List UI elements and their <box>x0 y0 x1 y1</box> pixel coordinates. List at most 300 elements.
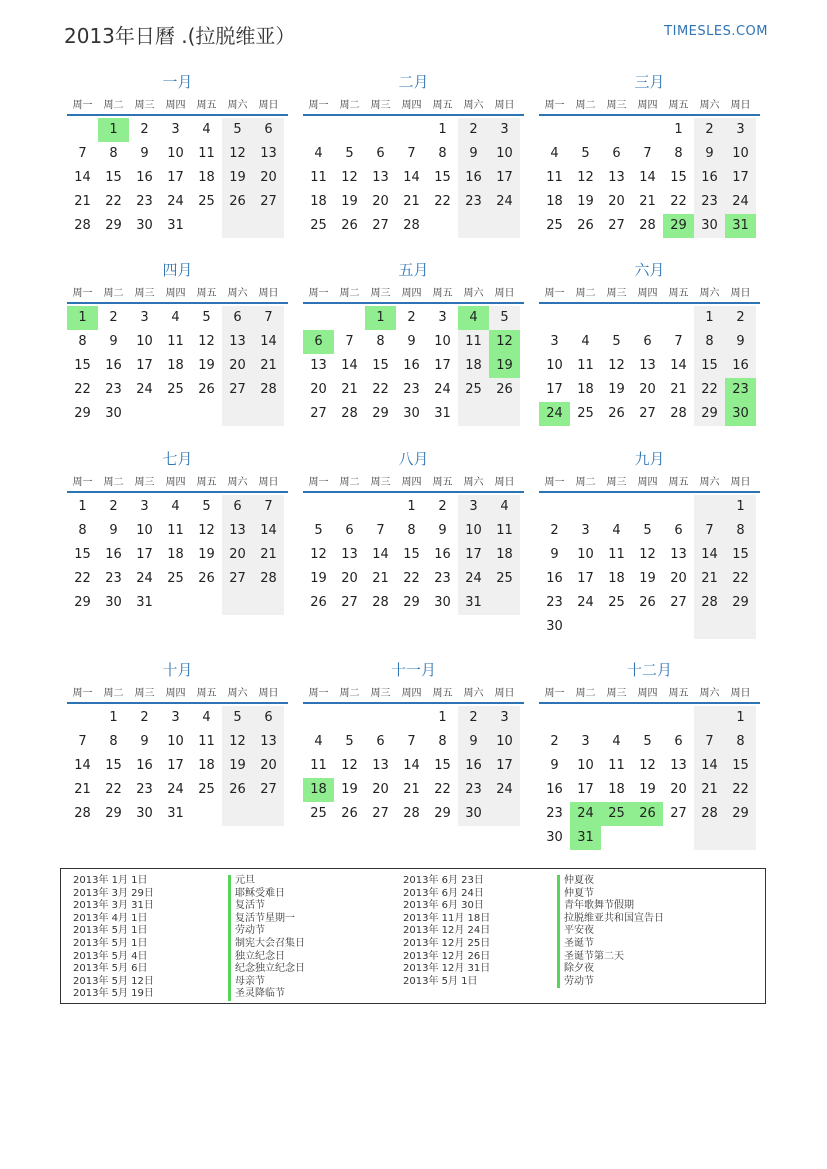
day-cell: 3 <box>171 122 180 137</box>
holiday-name: 劳动节 <box>557 976 664 989</box>
weekday-label: 周二 <box>103 477 124 488</box>
day-cell: 20 <box>222 543 253 567</box>
day-cell: 16 <box>136 758 153 773</box>
day-cell: 24 <box>136 382 153 397</box>
holiday-day-cell: 1 <box>365 306 396 330</box>
day-grid <box>539 306 760 426</box>
day-cell: 9 <box>407 334 416 349</box>
day-cell: 18 <box>198 758 215 773</box>
day-cell: 8 <box>407 523 416 538</box>
day-cell: 23 <box>403 382 420 397</box>
weekday-label: 周四 <box>165 100 186 111</box>
day-cell: 6 <box>674 734 683 749</box>
day-grid <box>303 306 524 426</box>
day-cell: 9 <box>140 734 149 749</box>
day-cell: 15 <box>403 547 420 562</box>
empty-day-cell <box>725 826 756 850</box>
day-cell: 15 <box>670 170 687 185</box>
holiday-date: 2013年 12月 31日 <box>403 963 491 975</box>
day-cell: 12 <box>198 523 215 538</box>
weekday-label: 周日 <box>730 688 751 699</box>
empty-day-cell <box>539 306 570 330</box>
day-cell: 16 <box>694 166 725 190</box>
day-cell: 18 <box>458 354 489 378</box>
day-cell: 22 <box>74 571 91 586</box>
day-cell: 7 <box>253 495 284 519</box>
day-cell: 18 <box>608 571 625 586</box>
day-cell: 9 <box>438 523 447 538</box>
day-cell: 5 <box>222 706 253 730</box>
day-cell: 25 <box>310 806 327 821</box>
month-block <box>539 660 760 850</box>
day-grid <box>303 706 524 826</box>
day-cell: 16 <box>546 782 563 797</box>
day-cell: 13 <box>639 358 656 373</box>
holiday-day-cell: 1 <box>98 118 129 142</box>
day-cell: 19 <box>608 382 625 397</box>
day-cell: 13 <box>253 142 284 166</box>
page-title: 2013年日曆 .(拉脱维亚） <box>64 24 296 48</box>
day-cell: 4 <box>314 734 323 749</box>
day-cell: 22 <box>694 378 725 402</box>
day-cell: 30 <box>105 406 122 421</box>
day-cell: 21 <box>403 194 420 209</box>
day-cell: 4 <box>171 499 180 514</box>
weekday-label: 周三 <box>370 477 391 488</box>
day-cell: 17 <box>167 170 184 185</box>
day-cell: 24 <box>577 595 594 610</box>
empty-day-cell <box>601 826 632 850</box>
day-cell: 30 <box>458 802 489 826</box>
weekday-label: 周四 <box>637 288 658 299</box>
weekday-label: 周日 <box>494 688 515 699</box>
day-cell: 30 <box>694 214 725 238</box>
weekday-label: 周日 <box>730 100 751 111</box>
weekday-label: 周六 <box>227 477 248 488</box>
day-cell: 19 <box>341 194 358 209</box>
day-cell: 26 <box>198 382 215 397</box>
day-cell: 6 <box>222 495 253 519</box>
day-cell: 10 <box>434 334 451 349</box>
empty-day-cell <box>427 214 458 238</box>
day-cell: 13 <box>310 358 327 373</box>
empty-day-cell <box>663 826 694 850</box>
empty-day-cell <box>396 706 427 730</box>
day-cell: 19 <box>639 782 656 797</box>
day-cell: 3 <box>489 706 520 730</box>
empty-day-cell <box>632 706 663 730</box>
weekday-header <box>303 473 524 493</box>
day-cell: 13 <box>222 330 253 354</box>
holiday-name: 平安夜 <box>557 925 664 938</box>
day-cell: 31 <box>167 218 184 233</box>
day-cell: 29 <box>725 591 756 615</box>
day-cell: 23 <box>546 595 563 610</box>
empty-day-cell <box>570 306 601 330</box>
empty-day-cell <box>601 495 632 519</box>
day-cell: 1 <box>438 710 447 725</box>
weekday-header <box>539 284 760 304</box>
holiday-name: 劳动节 <box>228 925 305 938</box>
weekday-label: 周一 <box>308 477 329 488</box>
empty-day-cell <box>570 495 601 519</box>
holiday-name: 仲夏夜 <box>557 875 664 888</box>
weekday-label: 周二 <box>339 688 360 699</box>
empty-day-cell <box>601 118 632 142</box>
day-cell: 3 <box>140 310 149 325</box>
day-cell: 23 <box>105 382 122 397</box>
day-cell: 21 <box>372 571 389 586</box>
day-cell: 2 <box>140 710 149 725</box>
empty-day-cell <box>725 615 756 639</box>
day-cell: 7 <box>78 146 87 161</box>
day-cell: 21 <box>403 782 420 797</box>
day-cell: 4 <box>581 334 590 349</box>
weekday-label: 周一 <box>72 477 93 488</box>
month-name: 五月 <box>398 261 429 279</box>
day-cell: 16 <box>105 358 122 373</box>
day-cell: 19 <box>310 571 327 586</box>
day-cell: 16 <box>458 754 489 778</box>
day-cell: 2 <box>550 523 559 538</box>
weekday-label: 周日 <box>494 100 515 111</box>
day-cell: 6 <box>376 146 385 161</box>
day-cell: 8 <box>78 523 87 538</box>
day-cell: 27 <box>670 806 687 821</box>
day-cell: 19 <box>198 358 215 373</box>
day-cell: 18 <box>546 194 563 209</box>
holiday-list <box>60 868 766 1004</box>
day-cell: 15 <box>105 758 122 773</box>
weekday-label: 周六 <box>699 100 720 111</box>
day-cell: 25 <box>198 782 215 797</box>
day-cell: 11 <box>546 170 563 185</box>
weekday-label: 周六 <box>699 477 720 488</box>
weekday-label: 周一 <box>72 288 93 299</box>
empty-day-cell <box>632 615 663 639</box>
day-grid <box>539 118 760 238</box>
day-cell: 21 <box>253 543 284 567</box>
day-cell: 1 <box>438 122 447 137</box>
day-cell: 20 <box>639 382 656 397</box>
empty-day-cell <box>303 118 334 142</box>
empty-day-cell <box>191 591 222 615</box>
month-block <box>67 660 288 826</box>
day-cell: 14 <box>694 754 725 778</box>
day-cell: 14 <box>670 358 687 373</box>
holiday-date: 2013年 6月 23日 <box>403 875 484 886</box>
day-cell: 21 <box>74 194 91 209</box>
day-cell: 16 <box>403 358 420 373</box>
day-cell: 7 <box>694 730 725 754</box>
weekday-label: 周四 <box>165 288 186 299</box>
day-cell: 5 <box>345 734 354 749</box>
day-cell: 5 <box>222 118 253 142</box>
day-cell: 29 <box>725 802 756 826</box>
weekday-header <box>303 684 524 704</box>
day-cell: 2 <box>458 118 489 142</box>
month-block <box>539 72 760 238</box>
holiday-day-cell: 31 <box>570 826 601 850</box>
empty-day-cell <box>191 802 222 826</box>
empty-day-cell <box>632 118 663 142</box>
holiday-day-cell: 31 <box>725 214 756 238</box>
empty-day-cell <box>303 495 334 519</box>
day-cell: 20 <box>310 382 327 397</box>
day-cell: 18 <box>310 194 327 209</box>
weekday-label: 周一 <box>544 477 565 488</box>
holiday-day-cell: 29 <box>663 214 694 238</box>
weekday-label: 周日 <box>258 288 279 299</box>
holiday-date: 2013年 4月 1日 <box>73 912 148 924</box>
empty-day-cell <box>334 706 365 730</box>
day-cell: 6 <box>376 734 385 749</box>
day-cell: 26 <box>608 406 625 421</box>
day-cell: 7 <box>345 334 354 349</box>
weekday-label: 周六 <box>463 100 484 111</box>
day-cell: 11 <box>167 334 184 349</box>
month-block <box>67 72 288 238</box>
weekday-label: 周三 <box>370 100 391 111</box>
day-cell: 8 <box>725 519 756 543</box>
day-cell: 14 <box>694 543 725 567</box>
empty-day-cell <box>694 495 725 519</box>
day-cell: 21 <box>341 382 358 397</box>
day-cell: 24 <box>434 382 451 397</box>
day-cell: 12 <box>310 547 327 562</box>
day-cell: 11 <box>310 170 327 185</box>
weekday-label: 周三 <box>370 688 391 699</box>
empty-day-cell <box>570 706 601 730</box>
holiday-name: 除夕夜 <box>557 963 664 976</box>
weekday-label: 周日 <box>258 477 279 488</box>
day-cell: 27 <box>639 406 656 421</box>
day-cell: 7 <box>694 519 725 543</box>
empty-day-cell <box>365 495 396 519</box>
day-cell: 5 <box>345 146 354 161</box>
day-cell: 26 <box>639 595 656 610</box>
month-name: 十月 <box>162 661 193 679</box>
day-cell: 11 <box>167 523 184 538</box>
day-cell: 21 <box>670 382 687 397</box>
day-cell: 6 <box>345 523 354 538</box>
weekday-header <box>303 284 524 304</box>
day-grid <box>303 495 524 615</box>
day-cell: 23 <box>458 778 489 802</box>
holiday-name: 母亲节 <box>228 976 305 989</box>
day-cell: 7 <box>674 334 683 349</box>
empty-day-cell <box>253 214 284 238</box>
holiday-day-cell: 19 <box>489 354 520 378</box>
day-cell: 9 <box>109 523 118 538</box>
empty-day-cell <box>160 402 191 426</box>
day-cell: 15 <box>74 358 91 373</box>
weekday-label: 周二 <box>575 288 596 299</box>
weekday-label: 周三 <box>606 688 627 699</box>
day-cell: 11 <box>198 734 215 749</box>
day-cell: 16 <box>105 547 122 562</box>
day-cell: 20 <box>372 194 389 209</box>
holiday-names-right <box>557 875 664 988</box>
empty-day-cell <box>365 118 396 142</box>
weekday-label: 周二 <box>575 100 596 111</box>
day-cell: 31 <box>434 406 451 421</box>
day-cell: 31 <box>136 595 153 610</box>
day-cell: 26 <box>310 595 327 610</box>
month-block <box>303 260 524 426</box>
empty-day-cell <box>191 402 222 426</box>
holiday-day-cell: 12 <box>489 330 520 354</box>
day-cell: 23 <box>105 571 122 586</box>
day-cell: 5 <box>612 334 621 349</box>
weekday-label: 周日 <box>730 288 751 299</box>
day-cell: 27 <box>608 218 625 233</box>
day-cell: 15 <box>434 758 451 773</box>
empty-day-cell <box>539 706 570 730</box>
empty-day-cell <box>489 214 520 238</box>
day-cell: 2 <box>725 306 756 330</box>
day-cell: 30 <box>434 595 451 610</box>
day-cell: 26 <box>341 806 358 821</box>
day-cell: 9 <box>694 142 725 166</box>
site-link[interactable]: TIMESLES.COM <box>664 24 768 39</box>
day-cell: 18 <box>489 543 520 567</box>
day-grid <box>67 306 288 426</box>
weekday-label: 周一 <box>544 688 565 699</box>
empty-day-cell <box>191 214 222 238</box>
holiday-date: 2013年 5月 6日 <box>73 963 148 975</box>
day-cell: 11 <box>198 146 215 161</box>
day-cell: 4 <box>489 495 520 519</box>
weekday-label: 周二 <box>575 477 596 488</box>
day-cell: 6 <box>253 118 284 142</box>
day-cell: 9 <box>725 330 756 354</box>
day-cell: 27 <box>222 378 253 402</box>
holiday-date: 2013年 6月 24日 <box>403 887 484 899</box>
empty-day-cell <box>334 495 365 519</box>
day-cell: 8 <box>109 146 118 161</box>
day-cell: 7 <box>253 306 284 330</box>
holiday-date: 2013年 5月 1日 <box>403 975 478 987</box>
day-cell: 1 <box>725 495 756 519</box>
day-cell: 11 <box>608 547 625 562</box>
day-cell: 22 <box>434 782 451 797</box>
day-cell: 14 <box>341 358 358 373</box>
day-cell: 16 <box>546 571 563 586</box>
empty-day-cell <box>365 706 396 730</box>
day-cell: 26 <box>489 378 520 402</box>
empty-day-cell <box>303 306 334 330</box>
day-cell: 28 <box>253 567 284 591</box>
empty-day-cell <box>253 802 284 826</box>
holiday-day-cell: 6 <box>303 330 334 354</box>
empty-day-cell <box>303 706 334 730</box>
day-cell: 24 <box>489 778 520 802</box>
day-cell: 4 <box>612 734 621 749</box>
weekday-label: 周六 <box>463 688 484 699</box>
day-cell: 10 <box>136 523 153 538</box>
day-cell: 23 <box>458 190 489 214</box>
day-grid <box>303 118 524 238</box>
empty-day-cell <box>489 802 520 826</box>
weekday-label: 周二 <box>339 477 360 488</box>
month-block <box>67 260 288 426</box>
holiday-day-cell: 30 <box>725 402 756 426</box>
day-cell: 27 <box>253 778 284 802</box>
month-name: 三月 <box>634 73 665 91</box>
day-cell: 13 <box>608 170 625 185</box>
holiday-date: 2013年 11月 18日 <box>403 912 491 924</box>
holiday-day-cell: 26 <box>632 802 663 826</box>
empty-day-cell <box>222 214 253 238</box>
weekday-label: 周日 <box>258 688 279 699</box>
month-name: 十二月 <box>626 661 672 679</box>
day-cell: 3 <box>438 310 447 325</box>
weekday-label: 周四 <box>401 100 422 111</box>
month-block <box>67 449 288 615</box>
day-cell: 14 <box>74 170 91 185</box>
day-cell: 30 <box>105 595 122 610</box>
day-cell: 9 <box>550 547 559 562</box>
day-cell: 28 <box>403 806 420 821</box>
day-cell: 12 <box>577 170 594 185</box>
day-cell: 24 <box>167 194 184 209</box>
day-cell: 8 <box>376 334 385 349</box>
day-cell: 17 <box>725 166 756 190</box>
day-cell: 17 <box>458 543 489 567</box>
day-cell: 12 <box>341 758 358 773</box>
weekday-label: 周五 <box>196 100 217 111</box>
day-cell: 5 <box>489 306 520 330</box>
weekday-label: 周四 <box>637 100 658 111</box>
day-cell: 5 <box>202 499 211 514</box>
weekday-label: 周二 <box>103 688 124 699</box>
day-cell: 17 <box>136 358 153 373</box>
day-cell: 10 <box>577 547 594 562</box>
day-cell: 9 <box>140 146 149 161</box>
weekday-label: 周五 <box>196 477 217 488</box>
day-cell: 14 <box>74 758 91 773</box>
day-cell: 26 <box>222 190 253 214</box>
day-cell: 17 <box>167 758 184 773</box>
holiday-date: 2013年 5月 1日 <box>73 925 148 937</box>
weekday-label: 周三 <box>134 477 155 488</box>
day-cell: 7 <box>376 523 385 538</box>
day-grid <box>67 118 288 238</box>
day-cell: 29 <box>372 406 389 421</box>
holiday-name: 独立纪念日 <box>228 951 305 964</box>
holiday-name: 纪念独立纪念日 <box>228 963 305 976</box>
day-cell: 11 <box>577 358 594 373</box>
weekday-label: 周六 <box>227 688 248 699</box>
weekday-header <box>539 96 760 116</box>
day-cell: 10 <box>167 146 184 161</box>
weekday-label: 周二 <box>103 288 124 299</box>
day-cell: 27 <box>222 567 253 591</box>
holiday-name: 制宪大会召集日 <box>228 938 305 951</box>
day-cell: 6 <box>253 706 284 730</box>
day-cell: 8 <box>694 330 725 354</box>
day-cell: 14 <box>253 330 284 354</box>
day-cell: 7 <box>643 146 652 161</box>
weekday-header <box>67 473 288 493</box>
day-cell: 16 <box>458 166 489 190</box>
weekday-label: 周四 <box>401 688 422 699</box>
day-cell: 23 <box>434 571 451 586</box>
day-cell: 11 <box>310 758 327 773</box>
weekday-label: 周五 <box>196 688 217 699</box>
month-name: 八月 <box>398 450 429 468</box>
